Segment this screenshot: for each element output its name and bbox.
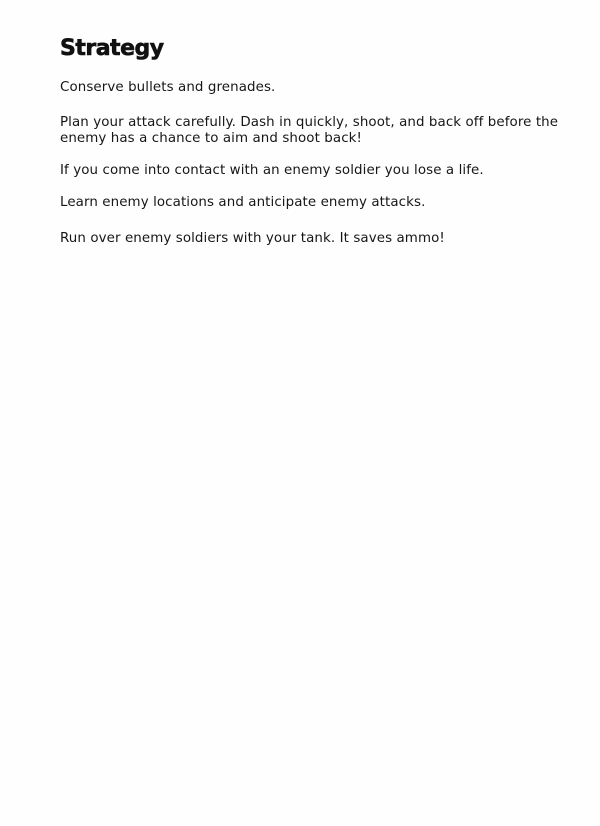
- strategy-tip-2: Plan your attack carefully. Dash in quickly, shoot, and back off before the enemy has a chance to aim and shoot back!: [60, 115, 559, 146]
- strategy-tip-4: Learn enemy locations and anticipate enemy attacks.: [60, 195, 426, 210]
- strategy-tip-5: Run over enemy soldiers with your tank. It saves ammo!: [60, 231, 445, 246]
- page-title: Strategy: [60, 36, 164, 61]
- strategy-tip-1: Conserve bullets and grenades.: [60, 80, 276, 95]
- strategy-tip-3: If you come into contact with an enemy soldier you lose a life.: [60, 163, 484, 178]
